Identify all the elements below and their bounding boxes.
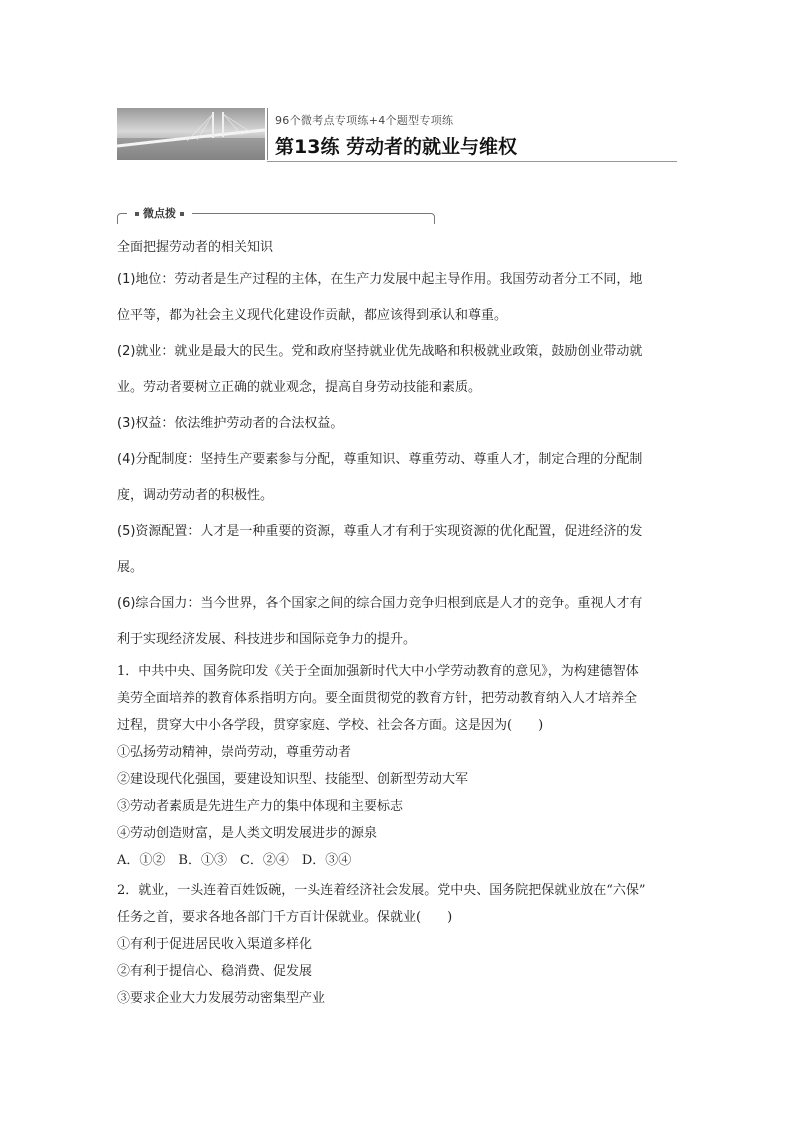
tip-label xyxy=(127,205,192,221)
page-title: 第13练 劳动者的就业与维权 xyxy=(275,136,518,158)
tip-heading: 全面把握劳动者的相关知识 xyxy=(117,240,274,255)
tip-label-text: 微点拨 xyxy=(143,207,176,220)
tip-line: 度，调动劳动者的积极性。 xyxy=(117,488,274,503)
tip-line: (2)就业：就业是最大的民生。党和政府坚持就业优先战略和积极就业政策，鼓励创业带动就 xyxy=(117,344,643,359)
tip-line: (5)资源配置：人才是一种重要的资源，尊重人才有利于实现资源的优化配置，促进经济的发 xyxy=(117,524,643,539)
question-1-statement: ①弘扬劳动精神，崇尚劳动，尊重劳动者 xyxy=(117,745,352,760)
question-2-line: 任务之首，要求各地各部门千方百计保就业。保就业( ) xyxy=(117,910,453,925)
question-1-statement: ②建设现代化强国，要建设知识型、技能型、创新型劳动大军 xyxy=(117,772,469,787)
square-bullet-icon xyxy=(180,212,184,216)
tip-line: (4)分配制度：坚持生产要素参与分配，尊重知识、尊重劳动、尊重人才，制定合理的分配制 xyxy=(117,452,643,467)
question-1-line: 美劳全面培养的教育体系指明方向。要全面贯彻党的教育方针，把劳动教育纳入人才培养全 xyxy=(117,691,638,706)
header-subtitle: 96个微考点专项练+4个题型专项练 xyxy=(275,114,454,127)
bridge-banner-image xyxy=(117,108,265,160)
question-2-line: 2．就业，一头连着百姓饭碗，一头连着经济社会发展。党中央、国务院把保就业放在“六保” xyxy=(117,883,646,898)
tip-line: (3)权益：依法维护劳动者的合法权益。 xyxy=(117,416,344,431)
page-header xyxy=(117,108,677,164)
tip-box-header xyxy=(117,204,435,224)
question-2-statement: ③要求企业大力发展劳动密集型产业 xyxy=(117,991,326,1006)
header-divider xyxy=(267,108,268,160)
question-2-statement: ②有利于提信心、稳消费、促发展 xyxy=(117,964,313,979)
tip-line: (1)地位：劳动者是生产过程的主体，在生产力发展中起主导作用。我国劳动者分工不同，地 xyxy=(117,272,643,287)
question-1-line: 1．中共中央、国务院印发《关于全面加强新时代大中小学劳动教育的意见》，为构建德智体 xyxy=(117,664,639,679)
tip-line: 位平等，都为社会主义现代化建设作贡献，都应该得到承认和尊重。 xyxy=(117,308,508,323)
header-rule xyxy=(267,161,677,162)
tip-line: (6)综合国力：当今世界，各个国家之间的综合国力竞争归根到底是人才的竞争。重视人才有 xyxy=(117,596,643,611)
question-1-line: 过程，贯穿大中小各学段，贯穿家庭、学校、社会各方面。这是因为( ) xyxy=(117,718,544,733)
question-2-statement: ①有利于促进居民收入渠道多样化 xyxy=(117,937,313,952)
question-1-options: A．①② B．①③ C．②④ D．③④ xyxy=(117,853,352,868)
question-1-statement: ③劳动者素质是先进生产力的集中体现和主要标志 xyxy=(117,799,404,814)
question-1-statement: ④劳动创造财富，是人类文明发展进步的源泉 xyxy=(117,826,378,841)
square-bullet-icon xyxy=(135,212,139,216)
tip-line: 利于实现经济发展、科技进步和国际竞争力的提升。 xyxy=(117,632,417,647)
tip-line: 业。劳动者要树立正确的就业观念，提高自身劳动技能和素质。 xyxy=(117,380,482,395)
tip-line: 展。 xyxy=(117,560,144,575)
